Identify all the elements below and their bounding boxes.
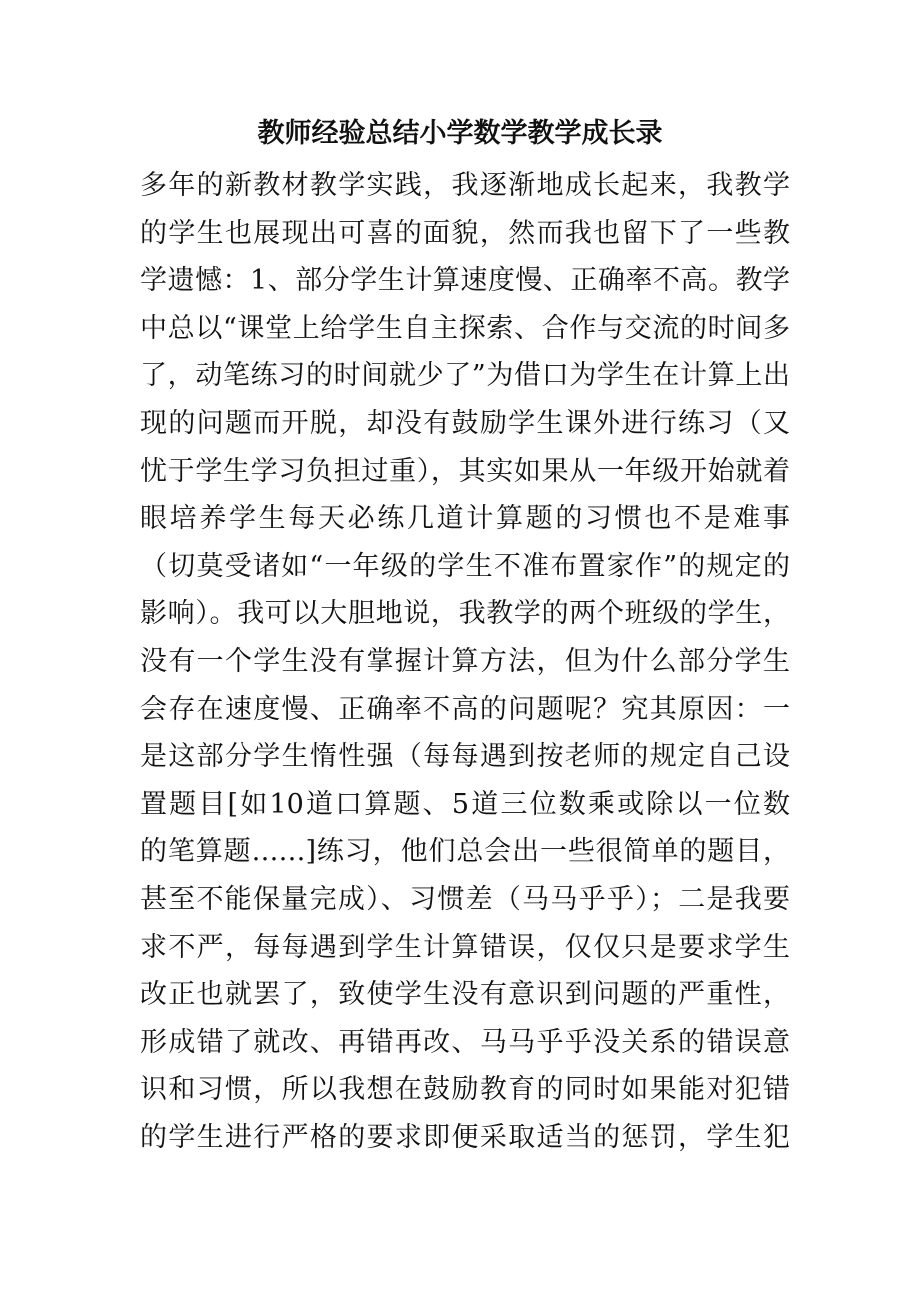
body-line: 甚至不能保量完成）、习惯差（马马乎乎）；二是我要 (140, 883, 790, 915)
body-line: 多年的新教材教学实践，我逐渐地成长起来，我教学 (140, 170, 790, 201)
body-line: 改正也就罢了，致使学生没有意识到问题的严重性， (140, 979, 790, 1011)
body-line: 的学生也展现出可喜的面貌，然而我也留下了一些教 (140, 217, 790, 249)
body-line: （切莫受诸如“一年级的学生不准布置家作”的规定的 (140, 550, 790, 582)
document-body (140, 162, 790, 1161)
body-line: 形成错了就改、再错再改、马马乎乎没关系的错误意 (140, 1026, 790, 1058)
body-line: 的笔算题……]练习，他们总会出一些很简单的题目， (140, 836, 790, 868)
body-line: 了，动笔练习的时间就少了”为借口为学生在计算上出 (140, 360, 790, 392)
body-line: 忧于学生学习负担过重），其实如果从一年级开始就着 (140, 455, 790, 487)
body-line: 中总以“课堂上给学生自主探索、合作与交流的时间多 (140, 312, 790, 344)
document-title: 教师经验总结小学数学教学成长录 (257, 118, 663, 149)
body-line: 是这部分学生惰性强（每每遇到按老师的规定自己设 (140, 741, 790, 773)
body-line: 求不严，每每遇到学生计算错误，仅仅只是要求学生 (140, 931, 790, 963)
body-line: 没有一个学生没有掌握计算方法，但为什么部分学生 (140, 645, 790, 677)
body-line: 的学生进行严格的要求即便采取适当的惩罚，学生犯 (140, 1121, 790, 1153)
body-line: 置题目[如10道口算题、5道三位数乘或除以一位数 (140, 788, 790, 820)
body-line: 眼培养学生每天必练几道计算题的习惯也不是难事 (140, 503, 790, 535)
body-line: 学遗憾：1、部分学生计算速度慢、正确率不高。教学 (140, 265, 790, 297)
body-line: 会存在速度慢、正确率不高的问题呢？究其原因：一 (140, 693, 790, 725)
body-line: 识和习惯，所以我想在鼓励教育的同时如果能对犯错 (140, 1074, 790, 1106)
body-line: 现的问题而开脱，却没有鼓励学生课外进行练习（又 (140, 407, 790, 439)
body-line: 影响）。我可以大胆地说，我教学的两个班级的学生， (140, 598, 790, 630)
